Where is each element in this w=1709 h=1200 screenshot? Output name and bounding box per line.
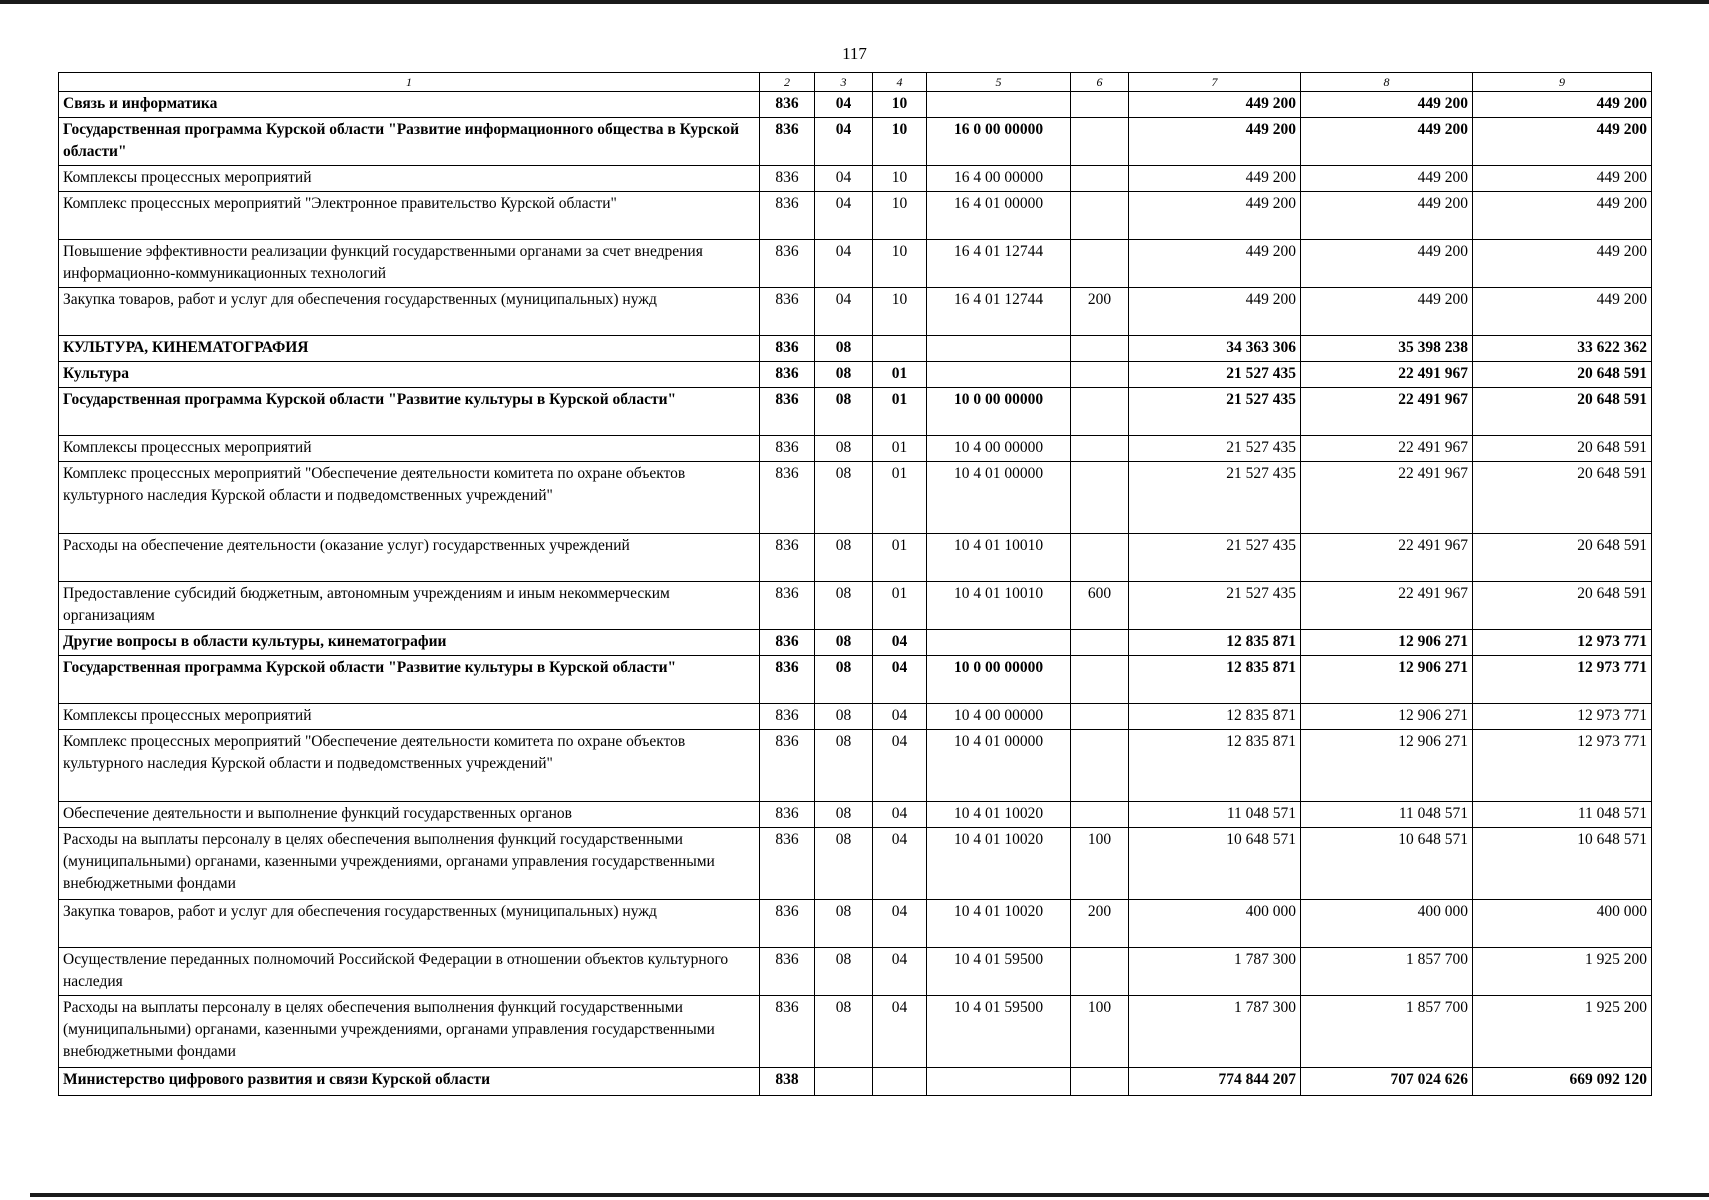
section-code [815, 1068, 873, 1096]
amount-year-3: 12 973 771 [1473, 630, 1652, 656]
column-number: 4 [873, 73, 927, 92]
section-code: 04 [815, 166, 873, 192]
table-row [59, 704, 1652, 730]
expense-type-code [1071, 388, 1129, 436]
subsection-code: 04 [873, 802, 927, 828]
amount-year-1: 449 200 [1129, 92, 1301, 118]
subsection-code [873, 1068, 927, 1096]
amount-year-3: 11 048 571 [1473, 802, 1652, 828]
amount-year-3: 449 200 [1473, 192, 1652, 240]
amount-year-2: 22 491 967 [1301, 362, 1473, 388]
section-code: 08 [815, 630, 873, 656]
amount-year-3: 449 200 [1473, 240, 1652, 288]
amount-year-3: 10 648 571 [1473, 828, 1652, 900]
amount-year-2: 1 857 700 [1301, 948, 1473, 996]
amount-year-1: 12 835 871 [1129, 704, 1301, 730]
amount-year-2: 22 491 967 [1301, 436, 1473, 462]
column-number: 3 [815, 73, 873, 92]
amount-year-2: 12 906 271 [1301, 630, 1473, 656]
expense-type-code [1071, 118, 1129, 166]
column-number: 9 [1473, 73, 1652, 92]
row-name: Обеспечение деятельности и выполнение функций государственных органов [59, 802, 760, 828]
amount-year-3: 20 648 591 [1473, 436, 1652, 462]
chapter-code: 836 [760, 92, 815, 118]
subsection-code: 04 [873, 656, 927, 704]
section-code: 08 [815, 730, 873, 802]
amount-year-2: 449 200 [1301, 118, 1473, 166]
row-name: Государственная программа Курской области "Развитие культуры в Курской области" [59, 388, 760, 436]
amount-year-2: 11 048 571 [1301, 802, 1473, 828]
amount-year-2: 10 648 571 [1301, 828, 1473, 900]
expense-type-code [1071, 656, 1129, 704]
table-row [59, 828, 1652, 900]
amount-year-2: 449 200 [1301, 92, 1473, 118]
subsection-code: 10 [873, 118, 927, 166]
amount-year-1: 21 527 435 [1129, 436, 1301, 462]
amount-year-1: 21 527 435 [1129, 362, 1301, 388]
table-row [59, 996, 1652, 1068]
amount-year-2: 12 906 271 [1301, 730, 1473, 802]
amount-year-3: 20 648 591 [1473, 362, 1652, 388]
section-code: 08 [815, 336, 873, 362]
section-code: 08 [815, 828, 873, 900]
amount-year-3: 1 925 200 [1473, 996, 1652, 1068]
chapter-code: 836 [760, 730, 815, 802]
table-row [59, 192, 1652, 240]
row-name: Комплексы процессных мероприятий [59, 166, 760, 192]
column-number: 7 [1129, 73, 1301, 92]
target-article-code [927, 630, 1071, 656]
table-row [59, 166, 1652, 192]
section-code: 08 [815, 582, 873, 630]
subsection-code: 01 [873, 388, 927, 436]
amount-year-2: 400 000 [1301, 900, 1473, 948]
amount-year-3: 33 622 362 [1473, 336, 1652, 362]
amount-year-2: 449 200 [1301, 288, 1473, 336]
section-code: 04 [815, 118, 873, 166]
chapter-code: 836 [760, 996, 815, 1068]
chapter-code: 836 [760, 656, 815, 704]
row-name: Повышение эффективности реализации функций государственными органами за счет внедрения информационно-коммуникационных технологий [59, 240, 760, 288]
chapter-code: 836 [760, 802, 815, 828]
amount-year-2: 12 906 271 [1301, 656, 1473, 704]
amount-year-2: 22 491 967 [1301, 582, 1473, 630]
section-code: 08 [815, 436, 873, 462]
column-number: 5 [927, 73, 1071, 92]
subsection-code: 01 [873, 436, 927, 462]
amount-year-1: 12 835 871 [1129, 730, 1301, 802]
row-name: КУЛЬТУРА, КИНЕМАТОГРАФИЯ [59, 336, 760, 362]
budget-table [58, 72, 1652, 1096]
row-name: Расходы на выплаты персоналу в целях обеспечения выполнения функций государственными (муниципальными) органами, казенными учреждениями, органами управления государственными внебюджетными фондами [59, 828, 760, 900]
row-name: Расходы на выплаты персоналу в целях обеспечения выполнения функций государственными (муниципальными) органами, казенными учреждениями, органами управления государственными внебюджетными фондами [59, 996, 760, 1068]
chapter-code: 836 [760, 362, 815, 388]
amount-year-2: 449 200 [1301, 166, 1473, 192]
amount-year-1: 10 648 571 [1129, 828, 1301, 900]
amount-year-3: 1 925 200 [1473, 948, 1652, 996]
expense-type-code [1071, 1068, 1129, 1096]
amount-year-3: 12 973 771 [1473, 704, 1652, 730]
amount-year-3: 400 000 [1473, 900, 1652, 948]
chapter-code: 836 [760, 704, 815, 730]
section-code: 08 [815, 948, 873, 996]
amount-year-1: 12 835 871 [1129, 630, 1301, 656]
scan-edge-top [0, 0, 1709, 4]
row-name: Комплексы процессных мероприятий [59, 436, 760, 462]
target-article-code: 10 4 01 00000 [927, 462, 1071, 534]
target-article-code: 10 0 00 00000 [927, 656, 1071, 704]
table-row [59, 336, 1652, 362]
chapter-code: 836 [760, 166, 815, 192]
section-code: 08 [815, 996, 873, 1068]
target-article-code [927, 92, 1071, 118]
expense-type-code [1071, 630, 1129, 656]
expense-type-code: 100 [1071, 996, 1129, 1068]
amount-year-1: 449 200 [1129, 192, 1301, 240]
expense-type-code [1071, 166, 1129, 192]
target-article-code: 16 4 00 00000 [927, 166, 1071, 192]
section-code: 08 [815, 388, 873, 436]
chapter-code: 836 [760, 118, 815, 166]
column-number-row [59, 73, 1652, 92]
expense-type-code: 600 [1071, 582, 1129, 630]
page-number: 117 [842, 44, 867, 63]
table-row [59, 288, 1652, 336]
section-code: 04 [815, 240, 873, 288]
amount-year-1: 449 200 [1129, 166, 1301, 192]
amount-year-2: 449 200 [1301, 240, 1473, 288]
amount-year-1: 449 200 [1129, 118, 1301, 166]
table-row [59, 582, 1652, 630]
row-name: Министерство цифрового развития и связи Курской области [59, 1068, 760, 1096]
amount-year-1: 1 787 300 [1129, 948, 1301, 996]
section-code: 08 [815, 900, 873, 948]
chapter-code: 836 [760, 436, 815, 462]
row-name: Комплекс процессных мероприятий "Обеспечение деятельности комитета по охране объектов культурного наследия Курской области и подведомственных учреждений" [59, 730, 760, 802]
chapter-code: 836 [760, 192, 815, 240]
amount-year-1: 449 200 [1129, 288, 1301, 336]
row-name: Закупка товаров, работ и услуг для обеспечения государственных (муниципальных) нужд [59, 288, 760, 336]
row-name: Связь и информатика [59, 92, 760, 118]
table-row [59, 436, 1652, 462]
row-name: Закупка товаров, работ и услуг для обеспечения государственных (муниципальных) нужд [59, 900, 760, 948]
chapter-code: 838 [760, 1068, 815, 1096]
target-article-code: 10 4 01 00000 [927, 730, 1071, 802]
section-code: 08 [815, 704, 873, 730]
expense-type-code [1071, 192, 1129, 240]
amount-year-1: 449 200 [1129, 240, 1301, 288]
subsection-code: 04 [873, 704, 927, 730]
amount-year-2: 22 491 967 [1301, 388, 1473, 436]
target-article-code: 10 4 01 10020 [927, 828, 1071, 900]
amount-year-3: 20 648 591 [1473, 462, 1652, 534]
row-name: Государственная программа Курской области "Развитие культуры в Курской области" [59, 656, 760, 704]
target-article-code: 10 0 00 00000 [927, 388, 1071, 436]
target-article-code: 16 4 01 12744 [927, 240, 1071, 288]
target-article-code: 16 4 01 00000 [927, 192, 1071, 240]
subsection-code: 10 [873, 166, 927, 192]
amount-year-2: 707 024 626 [1301, 1068, 1473, 1096]
row-name: Предоставление субсидий бюджетным, автономным учреждениям и иным некоммерческим организациям [59, 582, 760, 630]
table-row [59, 630, 1652, 656]
target-article-code [927, 362, 1071, 388]
table-row [59, 948, 1652, 996]
amount-year-1: 21 527 435 [1129, 462, 1301, 534]
table-row [59, 534, 1652, 582]
chapter-code: 836 [760, 288, 815, 336]
chapter-code: 836 [760, 388, 815, 436]
subsection-code: 10 [873, 240, 927, 288]
chapter-code: 836 [760, 462, 815, 534]
amount-year-2: 22 491 967 [1301, 462, 1473, 534]
subsection-code: 10 [873, 92, 927, 118]
chapter-code: 836 [760, 534, 815, 582]
subsection-code: 10 [873, 192, 927, 240]
amount-year-1: 1 787 300 [1129, 996, 1301, 1068]
amount-year-1: 12 835 871 [1129, 656, 1301, 704]
row-name: Государственная программа Курской области "Развитие информационного общества в Курской области" [59, 118, 760, 166]
target-article-code: 16 4 01 12744 [927, 288, 1071, 336]
amount-year-1: 774 844 207 [1129, 1068, 1301, 1096]
expense-type-code [1071, 92, 1129, 118]
table-row [59, 118, 1652, 166]
target-article-code [927, 336, 1071, 362]
table-row [59, 730, 1652, 802]
amount-year-1: 34 363 306 [1129, 336, 1301, 362]
amount-year-2: 449 200 [1301, 192, 1473, 240]
target-article-code: 10 4 01 59500 [927, 996, 1071, 1068]
amount-year-3: 449 200 [1473, 92, 1652, 118]
expense-type-code [1071, 534, 1129, 582]
target-article-code: 10 4 01 10010 [927, 582, 1071, 630]
amount-year-3: 449 200 [1473, 118, 1652, 166]
target-article-code: 10 4 01 59500 [927, 948, 1071, 996]
expense-type-code [1071, 704, 1129, 730]
chapter-code: 836 [760, 336, 815, 362]
expense-type-code: 200 [1071, 288, 1129, 336]
expense-type-code [1071, 948, 1129, 996]
target-article-code: 10 4 01 10010 [927, 534, 1071, 582]
row-name: Культура [59, 362, 760, 388]
section-code: 04 [815, 92, 873, 118]
table-row [59, 388, 1652, 436]
table-row [59, 900, 1652, 948]
expense-type-code [1071, 462, 1129, 534]
column-number: 1 [59, 73, 760, 92]
expense-type-code [1071, 802, 1129, 828]
subsection-code: 04 [873, 948, 927, 996]
target-article-code [927, 1068, 1071, 1096]
column-number: 6 [1071, 73, 1129, 92]
target-article-code: 16 0 00 00000 [927, 118, 1071, 166]
row-name: Комплексы процессных мероприятий [59, 704, 760, 730]
row-name: Другие вопросы в области культуры, кинематографии [59, 630, 760, 656]
table-row [59, 462, 1652, 534]
amount-year-1: 21 527 435 [1129, 388, 1301, 436]
section-code: 08 [815, 462, 873, 534]
target-article-code: 10 4 01 10020 [927, 802, 1071, 828]
subsection-code: 10 [873, 288, 927, 336]
column-number: 8 [1301, 73, 1473, 92]
chapter-code: 836 [760, 900, 815, 948]
amount-year-2: 12 906 271 [1301, 704, 1473, 730]
amount-year-3: 449 200 [1473, 288, 1652, 336]
amount-year-1: 11 048 571 [1129, 802, 1301, 828]
subsection-code: 01 [873, 362, 927, 388]
subsection-code: 04 [873, 900, 927, 948]
subsection-code [873, 336, 927, 362]
table-row [59, 1068, 1652, 1096]
amount-year-1: 21 527 435 [1129, 534, 1301, 582]
expense-type-code: 100 [1071, 828, 1129, 900]
target-article-code: 10 4 01 10020 [927, 900, 1071, 948]
table-row [59, 240, 1652, 288]
expense-type-code [1071, 436, 1129, 462]
row-name: Комплекс процессных мероприятий "Обеспечение деятельности комитета по охране объектов культурного наследия Курской области и подведомственных учреждений" [59, 462, 760, 534]
amount-year-3: 449 200 [1473, 166, 1652, 192]
amount-year-3: 20 648 591 [1473, 534, 1652, 582]
subsection-code: 01 [873, 462, 927, 534]
subsection-code: 04 [873, 730, 927, 802]
amount-year-1: 21 527 435 [1129, 582, 1301, 630]
expense-type-code [1071, 730, 1129, 802]
table-row [59, 362, 1652, 388]
expense-type-code [1071, 240, 1129, 288]
section-code: 04 [815, 192, 873, 240]
section-code: 08 [815, 534, 873, 582]
section-code: 08 [815, 362, 873, 388]
amount-year-2: 1 857 700 [1301, 996, 1473, 1068]
amount-year-3: 20 648 591 [1473, 582, 1652, 630]
amount-year-3: 669 092 120 [1473, 1068, 1652, 1096]
section-code: 08 [815, 802, 873, 828]
expense-type-code [1071, 362, 1129, 388]
column-number: 2 [760, 73, 815, 92]
row-name: Расходы на обеспечение деятельности (оказание услуг) государственных учреждений [59, 534, 760, 582]
table-row [59, 656, 1652, 704]
row-name: Осуществление переданных полномочий Российской Федерации в отношении объектов культурного наследия [59, 948, 760, 996]
section-code: 04 [815, 288, 873, 336]
amount-year-3: 20 648 591 [1473, 388, 1652, 436]
section-code: 08 [815, 656, 873, 704]
chapter-code: 836 [760, 828, 815, 900]
amount-year-3: 12 973 771 [1473, 656, 1652, 704]
amount-year-2: 22 491 967 [1301, 534, 1473, 582]
subsection-code: 01 [873, 582, 927, 630]
amount-year-3: 12 973 771 [1473, 730, 1652, 802]
target-article-code: 10 4 00 00000 [927, 704, 1071, 730]
scan-edge-bottom [30, 1193, 1709, 1197]
subsection-code: 04 [873, 828, 927, 900]
subsection-code: 04 [873, 996, 927, 1068]
amount-year-2: 35 398 238 [1301, 336, 1473, 362]
table-row [59, 802, 1652, 828]
chapter-code: 836 [760, 582, 815, 630]
amount-year-1: 400 000 [1129, 900, 1301, 948]
expense-type-code: 200 [1071, 900, 1129, 948]
chapter-code: 836 [760, 948, 815, 996]
target-article-code: 10 4 00 00000 [927, 436, 1071, 462]
chapter-code: 836 [760, 630, 815, 656]
expense-type-code [1071, 336, 1129, 362]
subsection-code: 04 [873, 630, 927, 656]
row-name: Комплекс процессных мероприятий "Электронное правительство Курской области" [59, 192, 760, 240]
subsection-code: 01 [873, 534, 927, 582]
chapter-code: 836 [760, 240, 815, 288]
table-row [59, 92, 1652, 118]
